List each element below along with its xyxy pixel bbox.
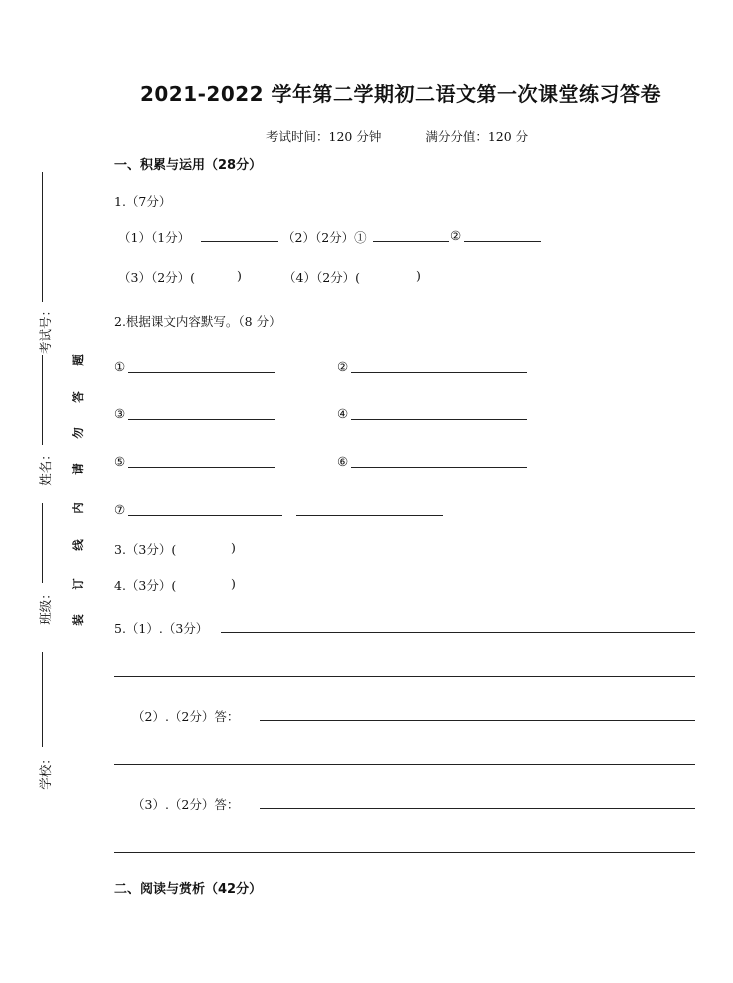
- exam-time: 考试时间：120 分钟: [266, 129, 382, 144]
- exam-info: [266, 127, 568, 145]
- q2-answer-line-7b[interactable]: [296, 515, 443, 516]
- page-title: 2021-2022 学年第二学期初二语文第一次课堂练习答卷: [139, 82, 662, 106]
- q5-part1-answer-line-2[interactable]: [114, 676, 695, 677]
- q2-answer-line-2[interactable]: [351, 372, 527, 373]
- q5-part2-label: （2）.（2分）答：: [132, 709, 240, 724]
- seal-char: 勿: [70, 427, 85, 439]
- school-label: 学校：: [37, 752, 53, 790]
- q5-part2-answer-line-2[interactable]: [114, 764, 695, 765]
- q2-mark-3: ③: [114, 406, 126, 421]
- seal-char: 订: [70, 578, 85, 590]
- q2-answer-line-5[interactable]: [128, 467, 275, 468]
- q2-mark-5: ⑤: [114, 454, 126, 469]
- binding-line-1: [42, 172, 43, 302]
- q4-label: 4.（3分）(: [114, 578, 177, 593]
- q1-part2a-answer-line[interactable]: [373, 241, 449, 242]
- q2-heading: 2.根据课文内容默写。（8 分）: [114, 314, 282, 329]
- section-1-heading: 一、积累与运用（28分）: [114, 158, 263, 173]
- q1-part3-label: （3）（2分）(: [118, 270, 196, 285]
- seal-char: 请: [70, 463, 85, 475]
- q2-answer-line-4[interactable]: [351, 419, 527, 420]
- q5-part1-answer-line-1[interactable]: [221, 632, 695, 633]
- q5-part3-answer-line-1[interactable]: [260, 808, 695, 809]
- q2-answer-line-3[interactable]: [128, 419, 275, 420]
- q4-close: ): [231, 576, 236, 591]
- q5-part3-answer-line-2[interactable]: [114, 852, 695, 853]
- seal-char: 装: [70, 614, 85, 626]
- q5-part2-answer-line-1[interactable]: [260, 720, 695, 721]
- section-2-heading: 二、阅读与赏析（42分）: [114, 882, 263, 897]
- q1-heading: 1.（7分）: [114, 194, 172, 209]
- q3-close: ): [231, 540, 236, 555]
- seal-char: 题: [70, 354, 85, 366]
- binding-line-4: [42, 652, 43, 747]
- seal-char: 答: [70, 391, 85, 403]
- q1-part4-close: ): [416, 268, 421, 283]
- seal-char: 内: [70, 502, 85, 514]
- name-label: 姓名：: [37, 448, 53, 486]
- exam-full-score: 满分分值：120 分: [425, 129, 529, 144]
- q2-mark-4: ④: [337, 406, 349, 421]
- q5-part1-label: 5.（1）.（3分）: [114, 621, 209, 636]
- q2-mark-2: ②: [337, 359, 349, 374]
- q1-part1-label: （1）（1分）: [118, 230, 191, 245]
- exam-no-label: 考试号：: [38, 303, 54, 355]
- q2-answer-line-1[interactable]: [128, 372, 275, 373]
- q1-part1-answer-line[interactable]: [201, 241, 278, 242]
- q2-answer-line-7a[interactable]: [128, 515, 282, 516]
- q2-mark-7: ⑦: [114, 502, 126, 517]
- q3-label: 3.（3分）(: [114, 542, 177, 557]
- q5-part3-label: （3）.（2分）答：: [132, 797, 240, 812]
- q1-part2b-label: ②: [450, 228, 462, 243]
- class-label: 班级：: [37, 587, 53, 625]
- seal-char: 线: [70, 539, 85, 551]
- q2-mark-6: ⑥: [337, 454, 349, 469]
- q2-answer-line-6[interactable]: [351, 467, 527, 468]
- binding-line-3: [42, 503, 43, 583]
- q1-part4-label: （4）（2分）(: [283, 270, 361, 285]
- binding-line-2: [42, 355, 43, 445]
- q1-part2-label: （2）（2分）①: [282, 230, 367, 245]
- q1-part3-close: ): [237, 268, 242, 283]
- q1-part2b-answer-line[interactable]: [464, 241, 541, 242]
- q2-mark-1: ①: [114, 359, 126, 374]
